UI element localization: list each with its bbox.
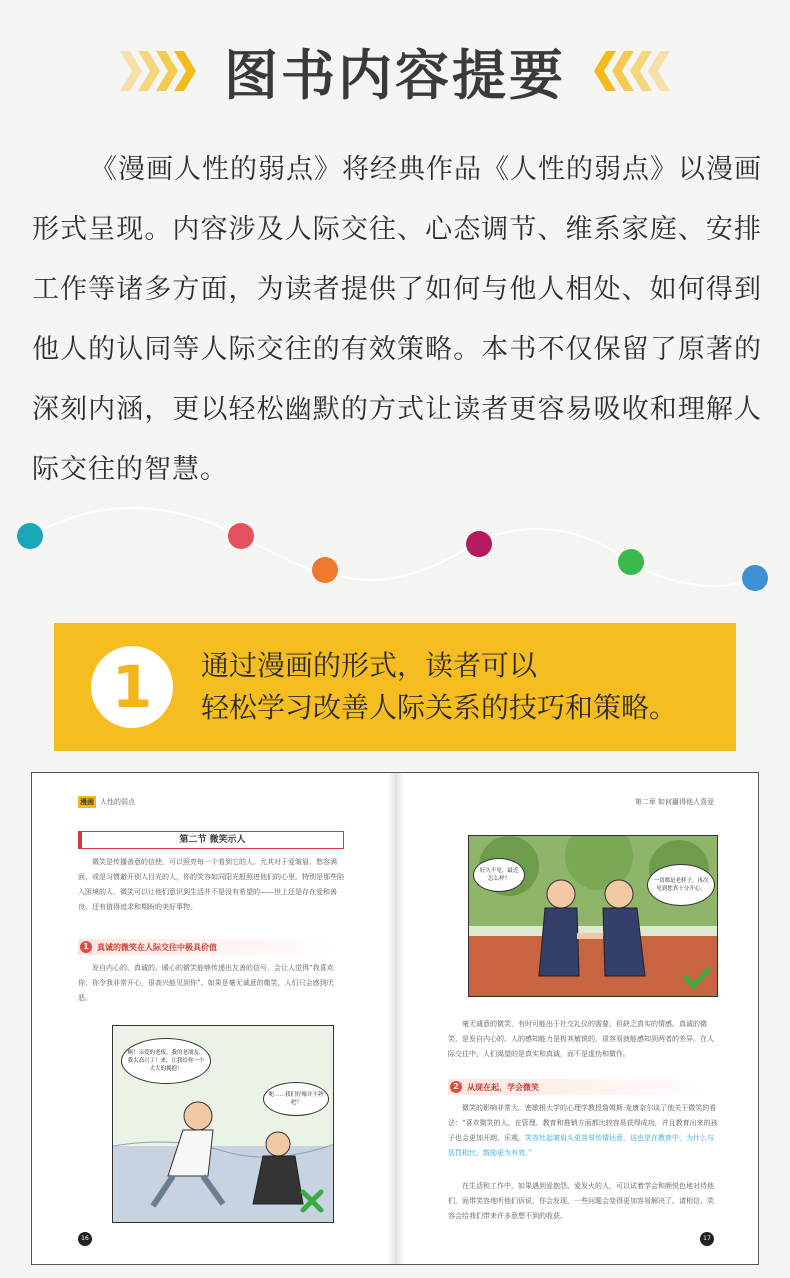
page-title: 图书内容提要 [224,43,566,107]
left-page-header [78,796,135,808]
decorative-dots [0,490,790,600]
chapter-header: 第二章 如何赢得他人喜爱 [634,798,714,806]
title-row [0,36,790,106]
comic-panel-hug [112,1025,334,1223]
intro-paragraph: 《漫画人性的弱点》将经典作品《人性的弱点》以漫画形式呈现。内容涉及人际交往、心态调节、维系家庭、安排工作等诸多方面，为读者提供了如何与他人相处、如何得到他人的认同等人际交往的有效策略。本书不仅保留了原著的深刻内涵，更以轻松幽默的方式让读者更容易吸收和理解人际交往的智慧。 [32,154,762,485]
decor-dot [618,549,644,575]
left-page-number: 16 [78,1232,92,1246]
series-tag: 漫画 [80,798,94,806]
left-paragraph-2: 发自内心的、真诚的、暖心的微笑能够传递出友善的信号，会让人觉得“我喜欢你，你令我非常开心，很高兴能见到你”。如果是毫无诚意的微笑，人们只会感到厌恶。 [78,964,334,1002]
right-subheading [448,1079,718,1095]
decor-dot [17,523,43,549]
feature-banner [54,623,736,751]
comic-panel-handshake [468,835,718,997]
right-paragraph-2 [448,1101,718,1161]
feature-number-badge: 1 [91,646,173,728]
highlighted-quote: 笑容比起皱眉头更容易传情达意，这也是在教育中，为什么与惩罚相比，鼓励更为有效。” [448,1134,714,1157]
decor-dot [742,565,768,591]
decorative-curve [30,508,755,586]
left-chevrons-icon [122,51,194,91]
comic-bubble-1: 啊！亲爱的老板，我的老朋友，我太高兴了！来，让我给你一个大大的拥抱！ [121,1038,211,1084]
feature-line-1: 通过漫画的形式，读者可以 [201,649,538,682]
right-page [396,773,760,1264]
section-title: 第二节 微笑示人 [78,831,344,849]
subheading-text: 从现在起，学会微笑 [467,1082,539,1092]
right-chevrons-icon [596,51,668,91]
cross-mark-icon [299,1188,325,1214]
left-paragraph-1: 微笑是传播善意的信使，可以照亮每一个看到它的人。尤其对于爱皱眉、愁容满面，或是习惯避开别人目光的人，你的笑容如同阳光般照进他们的心里。特别是那些陷入困境的人，微笑可以让他们意识到生活并不是没有希望的——世上还是存在爱和善良，还有值得追求和期盼的美好事物。 [78,858,344,911]
right-paragraph-1: 毫无诚意的微笑，有时可能出于社交礼仪的需要，但缺乏真实的情感。真诚的微笑，是发自内心的。人的感知能力是极其敏锐的，很容易就能感知到两者的差异。在人际交往中，人们渴望的是真实和真诚，而不是虚伪和做作。 [448,1020,714,1058]
decor-dot [466,531,492,557]
decor-dot [312,557,338,583]
feature-text [201,645,677,729]
decor-dot [228,523,254,549]
quote-text: 微笑的影响非常大。密歇根大学的心理学教授詹姆斯·麦康奈尔谈了他关于微笑的看法：“喜欢微笑的人，在管理、教育和推销方面都比较容易获得成功，并且教育出来的孩子也会更加开朗、乐观。 [448,1104,718,1142]
subheading-text: 真诚的微笑在人际交往中极具价值 [97,942,217,952]
book-spread-preview [31,772,759,1265]
book-title-small: 人性的弱点 [100,798,135,806]
comic-bubble-2: 呃……我们好像并不熟吧？ [263,1082,329,1116]
comic-bubble-3: 好久不见，最近怎么样？ [473,858,525,892]
left-page [32,773,396,1264]
subheading-number: 1 [80,941,92,953]
right-page-number: 17 [700,1232,714,1246]
subheading-number: 2 [450,1081,462,1093]
left-subheading [78,939,344,955]
check-mark-icon [683,966,711,990]
comic-bubble-4: 一切都是老样子，再次见到您真十分开心。 [647,864,715,906]
feature-line-2: 轻松学习改善人际关系的技巧和策略。 [201,691,678,724]
right-paragraph-3: 在生活和工作中，如果遇到爱抱怨、爱发火的人，可以试着学会和颜悦色地对待他们，面带笑容地听他们诉说，你会发现，一些问题会变得更加容易解决了。请相信，笑容会给我们带来许多意想不到的收获。 [448,1182,714,1220]
